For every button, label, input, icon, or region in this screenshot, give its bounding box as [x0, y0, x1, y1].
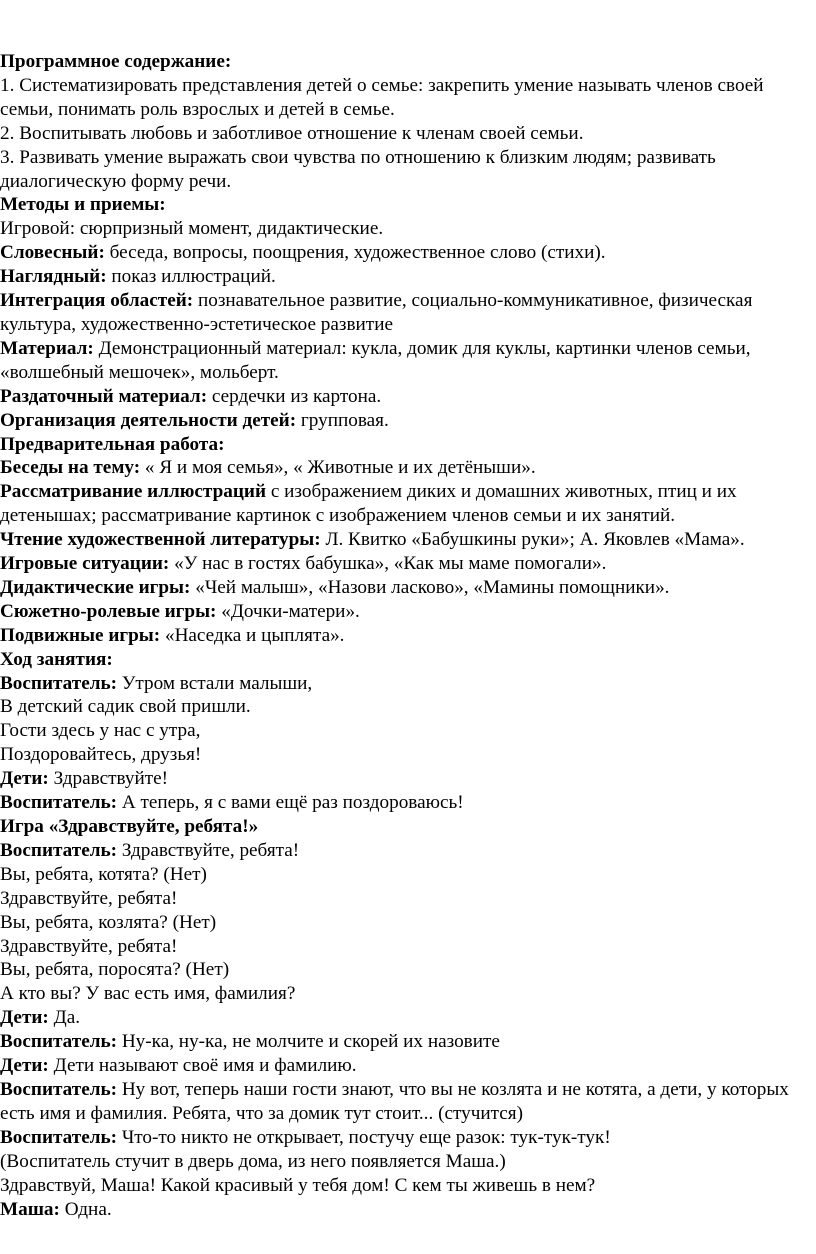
paragraph-bold-label: Рассматривание иллюстраций	[0, 481, 267, 503]
paragraph	[0, 217, 812, 241]
paragraph	[0, 695, 812, 719]
paragraph-bold-label: Маша:	[0, 1198, 60, 1220]
paragraph-text: «Дочки-матери».	[216, 600, 360, 622]
paragraph-text: Здравствуйте, ребята!	[117, 839, 300, 861]
paragraph-text: Ну-ка, ну-ка, не молчите и скорей их назовите	[117, 1031, 500, 1053]
paragraph-text: Вы, ребята, козлята? (Нет)	[0, 911, 217, 933]
paragraph-text: 1. Систематизировать представления детей о семье: закрепить умение называть членов своей семьи, понимать роль взрослых и детей в семье.	[0, 74, 764, 120]
paragraph-text: « Я и моя семья», « Животные и их детёныши».	[140, 457, 536, 479]
paragraph-text: Здравствуй, Маша! Какой красивый у тебя дом! С кем ты живешь в нем?	[0, 1174, 596, 1196]
paragraph	[0, 480, 812, 528]
paragraph-text: А кто вы? У вас есть имя, фамилия?	[0, 983, 296, 1005]
paragraph	[0, 839, 812, 863]
paragraph-bold-label: Дети:	[0, 1055, 49, 1077]
paragraph	[0, 1150, 812, 1174]
paragraph-text: А теперь, я с вами ещё раз поздороваюсь!	[117, 792, 464, 814]
paragraph	[0, 791, 812, 815]
paragraph	[0, 935, 812, 959]
paragraph-bold-label: Дидактические игры:	[0, 576, 191, 598]
paragraph	[0, 719, 812, 743]
paragraph-bold-label: Дети:	[0, 1007, 49, 1029]
paragraph	[0, 289, 812, 337]
paragraph	[0, 576, 812, 600]
paragraph-text: 3. Развивать умение выражать свои чувства по отношению к близким людям; развивать диалогическую форму речи.	[0, 146, 716, 192]
paragraph-bold-label: Игра «Здравствуйте, ребята!»	[0, 816, 259, 837]
paragraph-bold-label: Подвижные игры:	[0, 624, 161, 646]
paragraph-bold-label: Воспитатель:	[0, 1078, 118, 1100]
paragraph-text: показ иллюстраций.	[106, 266, 276, 288]
paragraph	[0, 456, 812, 480]
paragraph-text: Л. Квитко «Бабушкины руки»; А. Яковлев «Мама».	[320, 529, 745, 551]
paragraph-text: беседа, вопросы, поощрения, художественное слово (стихи).	[104, 242, 606, 264]
paragraph-text: Ну вот, теперь наши гости знают, что вы не козлята и не котята, а дети, у которых есть имя и фамилия. Ребята, что за домик тут стоит... (стучится)	[0, 1078, 789, 1124]
paragraph-bold-label: Методы и приемы:	[0, 194, 166, 216]
paragraph-bold-label: Воспитатель:	[0, 839, 118, 861]
paragraph	[0, 672, 812, 696]
paragraph-bold-label: Дети:	[0, 768, 49, 790]
paragraph	[0, 624, 812, 648]
paragraph-text: познавательное развитие, социально-коммуникативное, физическая культура, художественно-эстетическое развитие	[0, 290, 753, 335]
paragraph	[0, 1054, 812, 1078]
paragraph-text: Гости здесь у нас с утра,	[0, 720, 201, 742]
paragraph-bold-label: Ход занятия:	[0, 648, 113, 670]
document-body	[0, 50, 812, 1221]
paragraph	[0, 863, 812, 887]
paragraph	[0, 1126, 812, 1150]
paragraph	[0, 1174, 812, 1198]
paragraph-text: групповая.	[296, 409, 389, 431]
paragraph	[0, 385, 812, 409]
paragraph-text: Одна.	[59, 1198, 112, 1220]
paragraph-bold-label: Беседы на тему:	[0, 457, 141, 479]
paragraph-text: В детский садик свой пришли.	[0, 696, 251, 718]
paragraph-text: Утром встали малыши,	[117, 672, 313, 694]
paragraph	[0, 982, 812, 1006]
paragraph-text: (Воспитатель стучит в дверь дома, из него появляется Маша.)	[0, 1150, 506, 1172]
paragraph-text: Вы, ребята, котята? (Нет)	[0, 863, 207, 885]
paragraph-text: Вы, ребята, поросята? (Нет)	[0, 959, 230, 981]
paragraph	[0, 337, 812, 385]
paragraph-text: Дети называют своё имя и фамилию.	[48, 1055, 357, 1077]
paragraph	[0, 767, 812, 791]
paragraph	[0, 887, 812, 911]
paragraph	[0, 552, 812, 576]
paragraph-bold-label: Сюжетно-ролевые игры:	[0, 600, 217, 622]
paragraph-bold-label: Воспитатель:	[0, 1031, 118, 1053]
paragraph	[0, 600, 812, 624]
paragraph-text: «Наседка и цыплята».	[160, 624, 345, 646]
paragraph	[0, 122, 812, 146]
paragraph-text: Да.	[48, 1007, 81, 1029]
paragraph	[0, 911, 812, 935]
paragraph-bold-label: Воспитатель:	[0, 1126, 118, 1148]
paragraph	[0, 409, 812, 433]
paragraph	[0, 648, 812, 672]
paragraph-text: Здравствуйте!	[48, 768, 169, 790]
paragraph	[0, 958, 812, 982]
paragraph	[0, 528, 812, 552]
paragraph-bold-label: Интеграция областей:	[0, 290, 194, 312]
paragraph-text: Что-то никто не открывает, постучу еще разок: тук-тук-тук!	[117, 1126, 611, 1148]
paragraph-text: «Чей малыш», «Назови ласково», «Мамины помощники».	[190, 576, 670, 598]
paragraph-bold-label: Программное содержание:	[0, 51, 232, 72]
paragraph-bold-label: Раздаточный материал:	[0, 385, 208, 407]
paragraph	[0, 1078, 812, 1126]
paragraph-text: Здравствуйте, ребята!	[0, 887, 178, 909]
paragraph-text: Демонстрационный материал: кукла, домик для куклы, картинки членов семьи, «волшебный мешочек», мольберт.	[0, 337, 751, 383]
paragraph-bold-label: Воспитатель:	[0, 792, 118, 814]
paragraph-bold-label: Материал:	[0, 337, 94, 359]
paragraph	[0, 1006, 812, 1030]
paragraph	[0, 433, 812, 457]
paragraph	[0, 241, 812, 265]
paragraph-bold-label: Организация деятельности детей:	[0, 409, 297, 431]
paragraph-bold-label: Игровые ситуации:	[0, 553, 170, 575]
paragraph-bold-label: Воспитатель:	[0, 672, 118, 694]
paragraph-text: Поздоровайтесь, друзья!	[0, 744, 202, 766]
paragraph	[0, 265, 812, 289]
paragraph-bold-label: Чтение художественной литературы:	[0, 529, 321, 551]
paragraph-text: Игровой: сюрпризный момент, дидактические.	[0, 218, 384, 240]
paragraph	[0, 743, 812, 767]
paragraph	[0, 815, 812, 839]
paragraph	[0, 146, 812, 194]
paragraph-text: с изображением диких и домашних животных, птиц и их детенышах; рассматривание картинок с изображением членов семьи и их занятий.	[0, 481, 737, 527]
paragraph-text: «У нас в гостях бабушка», «Как мы маме помогали».	[169, 553, 607, 575]
paragraph-bold-label: Наглядный:	[0, 266, 107, 288]
paragraph-text: Здравствуйте, ребята!	[0, 935, 178, 957]
paragraph	[0, 1198, 812, 1222]
paragraph-bold-label: Словесный:	[0, 242, 105, 264]
paragraph-bold-label: Предварительная работа:	[0, 433, 225, 455]
paragraph	[0, 1030, 812, 1054]
paragraph-text: 2. Воспитывать любовь и заботливое отношение к членам своей семьи.	[0, 122, 584, 144]
paragraph	[0, 193, 812, 217]
paragraph	[0, 50, 812, 74]
paragraph-text: сердечки из картона.	[207, 385, 382, 407]
paragraph	[0, 74, 812, 122]
